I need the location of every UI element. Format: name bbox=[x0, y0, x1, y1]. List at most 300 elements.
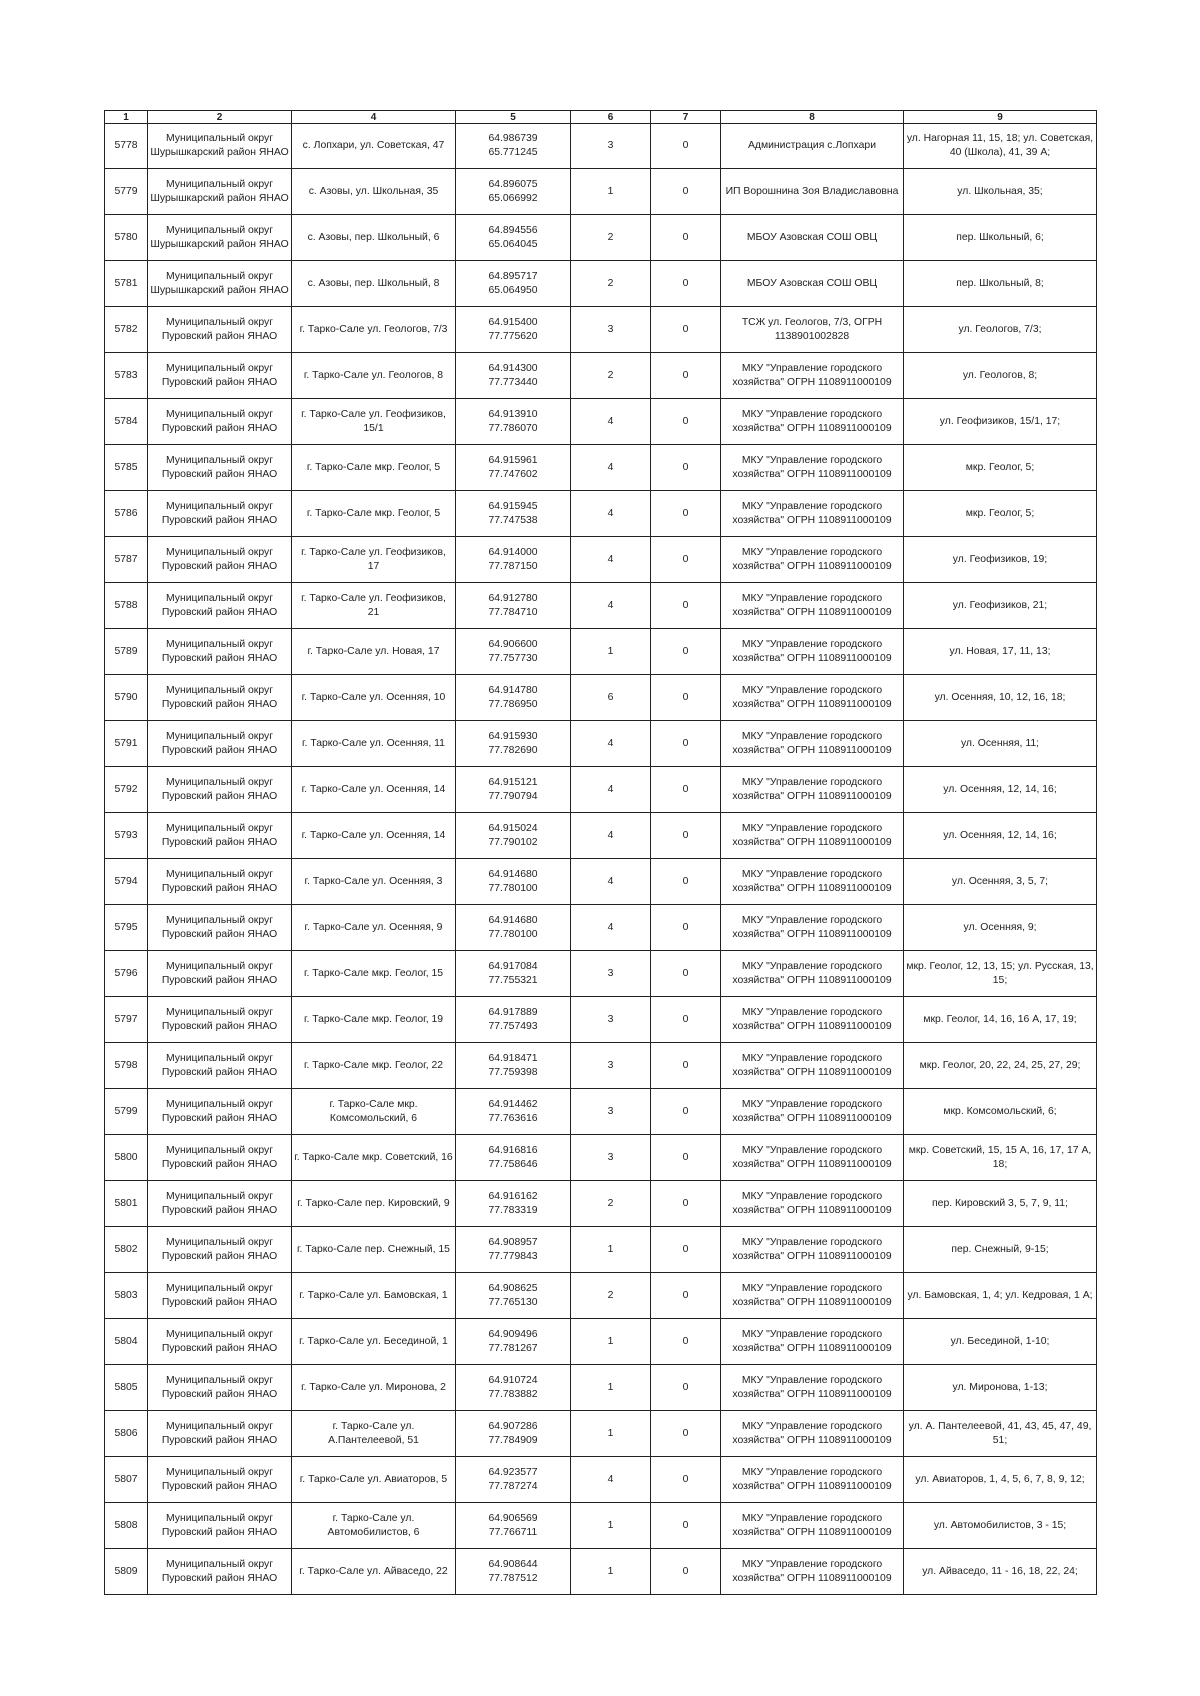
column-7-cell: 0 bbox=[651, 583, 721, 629]
coordinates-cell bbox=[456, 537, 571, 583]
coordinates-cell bbox=[456, 399, 571, 445]
longitude-value: 77.780100 bbox=[488, 928, 538, 940]
latitude-value: 64.913910 bbox=[488, 408, 538, 420]
column-6-cell: 4 bbox=[571, 445, 651, 491]
column-6-cell: 1 bbox=[571, 1503, 651, 1549]
owner-cell: МКУ "Управление городского хозяйства" ОГРН 1108911000109 bbox=[721, 859, 904, 905]
table-row bbox=[105, 1273, 1097, 1319]
district-cell: Муниципальный округ Пуровский район ЯНАО bbox=[148, 1043, 292, 1089]
owner-cell: МКУ "Управление городского хозяйства" ОГРН 1108911000109 bbox=[721, 537, 904, 583]
row-number-cell: 5780 bbox=[105, 215, 148, 261]
owner-cell: МКУ "Управление городского хозяйства" ОГРН 1108911000109 bbox=[721, 905, 904, 951]
district-cell: Муниципальный округ Пуровский район ЯНАО bbox=[148, 1181, 292, 1227]
row-number-cell: 5790 bbox=[105, 675, 148, 721]
address-cell: г. Тарко-Сале ул. Геофизиков, 21 bbox=[292, 583, 456, 629]
table-row bbox=[105, 1503, 1097, 1549]
coordinates-cell bbox=[456, 1549, 571, 1595]
table-row bbox=[105, 951, 1097, 997]
table-row bbox=[105, 1181, 1097, 1227]
address-cell: г. Тарко-Сале ул. Геофизиков, 17 bbox=[292, 537, 456, 583]
column-7-cell: 0 bbox=[651, 1411, 721, 1457]
served-addresses-cell: ул. А. Пантелеевой, 41, 43, 45, 47, 49, 51; bbox=[904, 1411, 1097, 1457]
column-7-cell: 0 bbox=[651, 1135, 721, 1181]
registry-table bbox=[104, 110, 1097, 1595]
row-number-cell: 5792 bbox=[105, 767, 148, 813]
owner-cell: МКУ "Управление городского хозяйства" ОГРН 1108911000109 bbox=[721, 1227, 904, 1273]
address-cell: г. Тарко-Сале ул. Бамовская, 1 bbox=[292, 1273, 456, 1319]
column-6-cell: 4 bbox=[571, 859, 651, 905]
row-number-cell: 5799 bbox=[105, 1089, 148, 1135]
table-row bbox=[105, 1089, 1097, 1135]
column-6-cell: 1 bbox=[571, 169, 651, 215]
owner-cell: МКУ "Управление городского хозяйства" ОГРН 1108911000109 bbox=[721, 951, 904, 997]
column-7-cell: 0 bbox=[651, 445, 721, 491]
col-header-1: 1 bbox=[105, 111, 148, 124]
latitude-value: 64.916162 bbox=[488, 1190, 538, 1202]
district-cell: Муниципальный округ Пуровский район ЯНАО bbox=[148, 1227, 292, 1273]
column-6-cell: 2 bbox=[571, 1273, 651, 1319]
longitude-value: 77.759398 bbox=[488, 1066, 538, 1078]
column-6-cell: 1 bbox=[571, 1227, 651, 1273]
owner-cell: ТСЖ ул. Геологов, 7/3, ОГРН 1138901002828 bbox=[721, 307, 904, 353]
owner-cell: МКУ "Управление городского хозяйства" ОГРН 1108911000109 bbox=[721, 1365, 904, 1411]
longitude-value: 77.755321 bbox=[488, 974, 538, 986]
district-cell: Муниципальный округ Шурышкарский район ЯНАО bbox=[148, 215, 292, 261]
longitude-value: 77.747602 bbox=[488, 468, 538, 480]
table-row bbox=[105, 997, 1097, 1043]
served-addresses-cell: ул. Осенняя, 12, 14, 16; bbox=[904, 813, 1097, 859]
district-cell: Муниципальный округ Шурышкарский район ЯНАО bbox=[148, 169, 292, 215]
table-row bbox=[105, 445, 1097, 491]
served-addresses-cell: ул. Осенняя, 9; bbox=[904, 905, 1097, 951]
table-row bbox=[105, 859, 1097, 905]
column-6-cell: 1 bbox=[571, 1319, 651, 1365]
owner-cell: МКУ "Управление городского хозяйства" ОГРН 1108911000109 bbox=[721, 721, 904, 767]
col-header-2: 2 bbox=[148, 111, 292, 124]
column-6-cell: 3 bbox=[571, 951, 651, 997]
district-cell: Муниципальный округ Пуровский район ЯНАО bbox=[148, 399, 292, 445]
served-addresses-cell: ул. Бамовская, 1, 4; ул. Кедровая, 1 А; bbox=[904, 1273, 1097, 1319]
district-cell: Муниципальный округ Пуровский район ЯНАО bbox=[148, 307, 292, 353]
owner-cell: МКУ "Управление городского хозяйства" ОГРН 1108911000109 bbox=[721, 813, 904, 859]
table-row bbox=[105, 491, 1097, 537]
address-cell: г. Тарко-Сале ул. Геологов, 7/3 bbox=[292, 307, 456, 353]
address-cell: г. Тарко-Сале ул. Осенняя, 3 bbox=[292, 859, 456, 905]
owner-cell: МКУ "Управление городского хозяйства" ОГРН 1108911000109 bbox=[721, 1549, 904, 1595]
district-cell: Муниципальный округ Пуровский район ЯНАО bbox=[148, 1503, 292, 1549]
served-addresses-cell: ул. Осенняя, 11; bbox=[904, 721, 1097, 767]
longitude-value: 77.758646 bbox=[488, 1158, 538, 1170]
district-cell: Муниципальный округ Пуровский район ЯНАО bbox=[148, 721, 292, 767]
address-cell: г. Тарко-Сале мкр. Советский, 16 bbox=[292, 1135, 456, 1181]
table-row bbox=[105, 124, 1097, 169]
latitude-value: 64.910724 bbox=[488, 1374, 538, 1386]
table-row bbox=[105, 353, 1097, 399]
latitude-value: 64.915945 bbox=[488, 500, 538, 512]
district-cell: Муниципальный округ Пуровский район ЯНАО bbox=[148, 537, 292, 583]
owner-cell: МКУ "Управление городского хозяйства" ОГРН 1108911000109 bbox=[721, 767, 904, 813]
table-row bbox=[105, 813, 1097, 859]
address-cell: г. Тарко-Сале пер. Кировский, 9 bbox=[292, 1181, 456, 1227]
owner-cell: МКУ "Управление городского хозяйства" ОГРН 1108911000109 bbox=[721, 583, 904, 629]
row-number-cell: 5793 bbox=[105, 813, 148, 859]
table-row bbox=[105, 307, 1097, 353]
coordinates-cell bbox=[456, 1043, 571, 1089]
coordinates-cell bbox=[456, 721, 571, 767]
longitude-value: 77.763616 bbox=[488, 1112, 538, 1124]
row-number-cell: 5781 bbox=[105, 261, 148, 307]
district-cell: Муниципальный округ Пуровский район ЯНАО bbox=[148, 1457, 292, 1503]
latitude-value: 64.914780 bbox=[488, 684, 538, 696]
district-cell: Муниципальный округ Пуровский район ЯНАО bbox=[148, 1089, 292, 1135]
address-cell: г. Тарко-Сале ул. А.Пантелеевой, 51 bbox=[292, 1411, 456, 1457]
longitude-value: 77.783882 bbox=[488, 1388, 538, 1400]
row-number-cell: 5808 bbox=[105, 1503, 148, 1549]
address-cell: г. Тарко-Сале ул. Осенняя, 14 bbox=[292, 813, 456, 859]
district-cell: Муниципальный округ Пуровский район ЯНАО bbox=[148, 629, 292, 675]
latitude-value: 64.914462 bbox=[488, 1098, 538, 1110]
column-7-cell: 0 bbox=[651, 1043, 721, 1089]
row-number-cell: 5800 bbox=[105, 1135, 148, 1181]
row-number-cell: 5795 bbox=[105, 905, 148, 951]
row-number-cell: 5787 bbox=[105, 537, 148, 583]
row-number-cell: 5804 bbox=[105, 1319, 148, 1365]
column-7-cell: 0 bbox=[651, 1457, 721, 1503]
served-addresses-cell: ул. Автомобилистов, 3 - 15; bbox=[904, 1503, 1097, 1549]
coordinates-cell bbox=[456, 1227, 571, 1273]
latitude-value: 64.915024 bbox=[488, 822, 538, 834]
column-6-cell: 4 bbox=[571, 905, 651, 951]
served-addresses-cell: мкр. Геолог, 5; bbox=[904, 491, 1097, 537]
column-6-cell: 3 bbox=[571, 1135, 651, 1181]
address-cell: г. Тарко-Сале ул. Айваседо, 22 bbox=[292, 1549, 456, 1595]
row-number-cell: 5783 bbox=[105, 353, 148, 399]
coordinates-cell bbox=[456, 859, 571, 905]
served-addresses-cell: ул. Геофизиков, 15/1, 17; bbox=[904, 399, 1097, 445]
latitude-value: 64.895717 bbox=[488, 270, 538, 282]
coordinates-cell bbox=[456, 1457, 571, 1503]
address-cell: с. Лопхари, ул. Советская, 47 bbox=[292, 124, 456, 169]
table-body bbox=[105, 124, 1097, 1595]
longitude-value: 77.784909 bbox=[488, 1434, 538, 1446]
column-7-cell: 0 bbox=[651, 491, 721, 537]
row-number-cell: 5784 bbox=[105, 399, 148, 445]
table-row bbox=[105, 1135, 1097, 1181]
column-6-cell: 4 bbox=[571, 491, 651, 537]
address-cell: г. Тарко-Сале мкр. Геолог, 15 bbox=[292, 951, 456, 997]
col-header-4: 4 bbox=[292, 111, 456, 124]
row-number-cell: 5796 bbox=[105, 951, 148, 997]
column-6-cell: 1 bbox=[571, 629, 651, 675]
address-cell: г. Тарко-Сале ул. Осенняя, 14 bbox=[292, 767, 456, 813]
longitude-value: 77.790102 bbox=[488, 836, 538, 848]
address-cell: г. Тарко-Сале ул. Геологов, 8 bbox=[292, 353, 456, 399]
longitude-value: 77.786950 bbox=[488, 698, 538, 710]
coordinates-cell bbox=[456, 169, 571, 215]
column-6-cell: 3 bbox=[571, 1043, 651, 1089]
served-addresses-cell: ул. Геологов, 7/3; bbox=[904, 307, 1097, 353]
district-cell: Муниципальный округ Пуровский район ЯНАО bbox=[148, 1411, 292, 1457]
served-addresses-cell: ул. Осенняя, 10, 12, 16, 18; bbox=[904, 675, 1097, 721]
district-cell: Муниципальный округ Пуровский район ЯНАО bbox=[148, 1319, 292, 1365]
owner-cell: МБОУ Азовская СОШ ОВЦ bbox=[721, 261, 904, 307]
column-7-cell: 0 bbox=[651, 951, 721, 997]
table-row bbox=[105, 399, 1097, 445]
district-cell: Муниципальный округ Пуровский район ЯНАО bbox=[148, 1135, 292, 1181]
latitude-value: 64.915961 bbox=[488, 454, 538, 466]
column-6-cell: 4 bbox=[571, 537, 651, 583]
column-7-cell: 0 bbox=[651, 124, 721, 169]
column-6-cell: 4 bbox=[571, 583, 651, 629]
owner-cell: МКУ "Управление городского хозяйства" ОГРН 1108911000109 bbox=[721, 1503, 904, 1549]
coordinates-cell bbox=[456, 1411, 571, 1457]
served-addresses-cell: ул. Миронова, 1-13; bbox=[904, 1365, 1097, 1411]
table-row bbox=[105, 583, 1097, 629]
owner-cell: ИП Ворошнина Зоя Владиславовна bbox=[721, 169, 904, 215]
longitude-value: 77.773440 bbox=[488, 376, 538, 388]
column-6-cell: 3 bbox=[571, 1089, 651, 1135]
row-number-cell: 5801 bbox=[105, 1181, 148, 1227]
owner-cell: МКУ "Управление городского хозяйства" ОГРН 1108911000109 bbox=[721, 491, 904, 537]
latitude-value: 64.914680 bbox=[488, 914, 538, 926]
served-addresses-cell: ул. Новая, 17, 11, 13; bbox=[904, 629, 1097, 675]
coordinates-cell bbox=[456, 1503, 571, 1549]
coordinates-cell bbox=[456, 1273, 571, 1319]
owner-cell: МКУ "Управление городского хозяйства" ОГРН 1108911000109 bbox=[721, 1181, 904, 1227]
latitude-value: 64.896075 bbox=[488, 178, 538, 190]
column-7-cell: 0 bbox=[651, 675, 721, 721]
longitude-value: 77.765130 bbox=[488, 1296, 538, 1308]
longitude-value: 77.783319 bbox=[488, 1204, 538, 1216]
address-cell: г. Тарко-Сале ул. Миронова, 2 bbox=[292, 1365, 456, 1411]
served-addresses-cell: мкр. Геолог, 5; bbox=[904, 445, 1097, 491]
column-6-cell: 2 bbox=[571, 1181, 651, 1227]
coordinates-cell bbox=[456, 813, 571, 859]
district-cell: Муниципальный округ Пуровский район ЯНАО bbox=[148, 583, 292, 629]
address-cell: г. Тарко-Сале ул. Осенняя, 9 bbox=[292, 905, 456, 951]
column-7-cell: 0 bbox=[651, 353, 721, 399]
coordinates-cell bbox=[456, 353, 571, 399]
latitude-value: 64.923577 bbox=[488, 1466, 538, 1478]
row-number-cell: 5806 bbox=[105, 1411, 148, 1457]
latitude-value: 64.908644 bbox=[488, 1558, 538, 1570]
longitude-value: 77.784710 bbox=[488, 606, 538, 618]
table-row bbox=[105, 675, 1097, 721]
latitude-value: 64.914000 bbox=[488, 546, 538, 558]
owner-cell: МКУ "Управление городского хозяйства" ОГРН 1108911000109 bbox=[721, 997, 904, 1043]
table-row bbox=[105, 1457, 1097, 1503]
address-cell: с. Азовы, пер. Школьный, 8 bbox=[292, 261, 456, 307]
column-7-cell: 0 bbox=[651, 1089, 721, 1135]
table-row bbox=[105, 721, 1097, 767]
coordinates-cell bbox=[456, 491, 571, 537]
row-number-cell: 5809 bbox=[105, 1549, 148, 1595]
district-cell: Муниципальный округ Пуровский район ЯНАО bbox=[148, 813, 292, 859]
district-cell: Муниципальный округ Пуровский район ЯНАО bbox=[148, 767, 292, 813]
coordinates-cell bbox=[456, 1365, 571, 1411]
served-addresses-cell: мкр. Геолог, 20, 22, 24, 25, 27, 29; bbox=[904, 1043, 1097, 1089]
column-6-cell: 4 bbox=[571, 721, 651, 767]
table-row bbox=[105, 905, 1097, 951]
latitude-value: 64.906600 bbox=[488, 638, 538, 650]
column-7-cell: 0 bbox=[651, 767, 721, 813]
district-cell: Муниципальный округ Пуровский район ЯНАО bbox=[148, 859, 292, 905]
row-number-cell: 5791 bbox=[105, 721, 148, 767]
district-cell: Муниципальный округ Пуровский район ЯНАО bbox=[148, 353, 292, 399]
column-7-cell: 0 bbox=[651, 1273, 721, 1319]
column-7-cell: 0 bbox=[651, 307, 721, 353]
served-addresses-cell: пер. Школьный, 6; bbox=[904, 215, 1097, 261]
longitude-value: 77.757493 bbox=[488, 1020, 538, 1032]
owner-cell: МКУ "Управление городского хозяйства" ОГРН 1108911000109 bbox=[721, 399, 904, 445]
served-addresses-cell: ул. Геологов, 8; bbox=[904, 353, 1097, 399]
latitude-value: 64.907286 bbox=[488, 1420, 538, 1432]
col-header-9: 9 bbox=[904, 111, 1097, 124]
table-row bbox=[105, 1043, 1097, 1089]
address-cell: с. Азовы, пер. Школьный, 6 bbox=[292, 215, 456, 261]
column-6-cell: 3 bbox=[571, 997, 651, 1043]
column-6-cell: 4 bbox=[571, 767, 651, 813]
coordinates-cell bbox=[456, 124, 571, 169]
served-addresses-cell: пер. Снежный, 9-15; bbox=[904, 1227, 1097, 1273]
latitude-value: 64.986739 bbox=[488, 133, 538, 144]
address-cell: г. Тарко-Сале ул. Геофизиков, 15/1 bbox=[292, 399, 456, 445]
header-row bbox=[105, 111, 1097, 124]
column-7-cell: 0 bbox=[651, 1365, 721, 1411]
row-number-cell: 5794 bbox=[105, 859, 148, 905]
column-6-cell: 3 bbox=[571, 307, 651, 353]
latitude-value: 64.894556 bbox=[488, 224, 538, 236]
coordinates-cell bbox=[456, 215, 571, 261]
table-row bbox=[105, 1411, 1097, 1457]
table-row bbox=[105, 261, 1097, 307]
column-6-cell: 2 bbox=[571, 353, 651, 399]
column-6-cell: 1 bbox=[571, 1411, 651, 1457]
latitude-value: 64.914300 bbox=[488, 362, 538, 374]
column-7-cell: 0 bbox=[651, 261, 721, 307]
owner-cell: МКУ "Управление городского хозяйства" ОГРН 1108911000109 bbox=[721, 1043, 904, 1089]
coordinates-cell bbox=[456, 445, 571, 491]
table-row bbox=[105, 215, 1097, 261]
column-6-cell: 1 bbox=[571, 1549, 651, 1595]
served-addresses-cell: ул. Осенняя, 12, 14, 16; bbox=[904, 767, 1097, 813]
coordinates-cell bbox=[456, 997, 571, 1043]
longitude-value: 77.766711 bbox=[488, 1526, 538, 1538]
column-7-cell: 0 bbox=[651, 1227, 721, 1273]
district-cell: Муниципальный округ Пуровский район ЯНАО bbox=[148, 905, 292, 951]
address-cell: г. Тарко-Сале ул. Авиаторов, 5 bbox=[292, 1457, 456, 1503]
district-cell: Муниципальный округ Пуровский район ЯНАО bbox=[148, 1549, 292, 1595]
owner-cell: Администрация с.Лопхари bbox=[721, 124, 904, 169]
served-addresses-cell: ул. Геофизиков, 19; bbox=[904, 537, 1097, 583]
served-addresses-cell: ул. Школьная, 35; bbox=[904, 169, 1097, 215]
latitude-value: 64.915121 bbox=[488, 776, 538, 788]
table-row bbox=[105, 537, 1097, 583]
col-header-7: 7 bbox=[651, 111, 721, 124]
coordinates-cell bbox=[456, 905, 571, 951]
row-number-cell: 5797 bbox=[105, 997, 148, 1043]
table-row bbox=[105, 1365, 1097, 1411]
coordinates-cell bbox=[456, 767, 571, 813]
district-cell: Муниципальный округ Пуровский район ЯНАО bbox=[148, 675, 292, 721]
address-cell: г. Тарко-Сале мкр. Геолог, 19 bbox=[292, 997, 456, 1043]
latitude-value: 64.917889 bbox=[488, 1006, 538, 1018]
longitude-value: 77.787274 bbox=[488, 1480, 538, 1492]
served-addresses-cell: мкр. Геолог, 14, 16, 16 А, 17, 19; bbox=[904, 997, 1097, 1043]
latitude-value: 64.918471 bbox=[488, 1052, 538, 1064]
served-addresses-cell: ул. Нагорная 11, 15, 18; ул. Советская, 40 (Школа), 41, 39 А; bbox=[904, 124, 1097, 169]
coordinates-cell bbox=[456, 629, 571, 675]
latitude-value: 64.909496 bbox=[488, 1328, 538, 1340]
district-cell: Муниципальный округ Пуровский район ЯНАО bbox=[148, 445, 292, 491]
coordinates-cell bbox=[456, 261, 571, 307]
district-cell: Муниципальный округ Пуровский район ЯНАО bbox=[148, 491, 292, 537]
column-7-cell: 0 bbox=[651, 721, 721, 767]
address-cell: г. Тарко-Сале ул. Автомобилистов, 6 bbox=[292, 1503, 456, 1549]
column-7-cell: 0 bbox=[651, 215, 721, 261]
address-cell: г. Тарко-Сале ул. Осенняя, 11 bbox=[292, 721, 456, 767]
column-6-cell: 2 bbox=[571, 261, 651, 307]
served-addresses-cell: ул. Бесединой, 1-10; bbox=[904, 1319, 1097, 1365]
column-7-cell: 0 bbox=[651, 813, 721, 859]
col-header-6: 6 bbox=[571, 111, 651, 124]
row-number-cell: 5782 bbox=[105, 307, 148, 353]
served-addresses-cell: мкр. Геолог, 12, 13, 15; ул. Русская, 13, 15; bbox=[904, 951, 1097, 997]
table-row bbox=[105, 1319, 1097, 1365]
served-addresses-cell: ул. Айваседо, 11 - 16, 18, 22, 24; bbox=[904, 1549, 1097, 1595]
column-6-cell: 6 bbox=[571, 675, 651, 721]
column-7-cell: 0 bbox=[651, 399, 721, 445]
district-cell: Муниципальный округ Шурышкарский район ЯНАО bbox=[148, 261, 292, 307]
owner-cell: МКУ "Управление городского хозяйства" ОГРН 1108911000109 bbox=[721, 1089, 904, 1135]
address-cell: г. Тарко-Сале мкр. Комсомольский, 6 bbox=[292, 1089, 456, 1135]
served-addresses-cell: пер. Школьный, 8; bbox=[904, 261, 1097, 307]
column-7-cell: 0 bbox=[651, 1181, 721, 1227]
longitude-value: 77.779843 bbox=[488, 1250, 538, 1262]
column-7-cell: 0 bbox=[651, 537, 721, 583]
latitude-value: 64.915930 bbox=[488, 730, 538, 742]
coordinates-cell bbox=[456, 1089, 571, 1135]
column-6-cell: 2 bbox=[571, 215, 651, 261]
column-6-cell: 1 bbox=[571, 1365, 651, 1411]
table-row bbox=[105, 1549, 1097, 1595]
row-number-cell: 5802 bbox=[105, 1227, 148, 1273]
district-cell: Муниципальный округ Пуровский район ЯНАО bbox=[148, 1273, 292, 1319]
longitude-value: 77.786070 bbox=[488, 422, 538, 434]
longitude-value: 77.787512 bbox=[488, 1572, 538, 1584]
column-7-cell: 0 bbox=[651, 997, 721, 1043]
longitude-value: 77.780100 bbox=[488, 882, 538, 894]
latitude-value: 64.906569 bbox=[488, 1512, 538, 1524]
address-cell: г. Тарко-Сале ул. Осенняя, 10 bbox=[292, 675, 456, 721]
owner-cell: МКУ "Управление городского хозяйства" ОГРН 1108911000109 bbox=[721, 1135, 904, 1181]
coordinates-cell bbox=[456, 1181, 571, 1227]
address-cell: г. Тарко-Сале пер. Снежный, 15 bbox=[292, 1227, 456, 1273]
address-cell: г. Тарко-Сале мкр. Геолог, 5 bbox=[292, 445, 456, 491]
column-7-cell: 0 bbox=[651, 905, 721, 951]
row-number-cell: 5798 bbox=[105, 1043, 148, 1089]
address-cell: с. Азовы, ул. Школьная, 35 bbox=[292, 169, 456, 215]
address-cell: г. Тарко-Сале ул. Бесединой, 1 bbox=[292, 1319, 456, 1365]
column-6-cell: 4 bbox=[571, 399, 651, 445]
longitude-value: 77.757730 bbox=[488, 652, 538, 664]
latitude-value: 64.916816 bbox=[488, 1144, 538, 1156]
row-number-cell: 5779 bbox=[105, 169, 148, 215]
served-addresses-cell: ул. Геофизиков, 21; bbox=[904, 583, 1097, 629]
table-row bbox=[105, 767, 1097, 813]
longitude-value: 77.781267 bbox=[488, 1342, 538, 1354]
col-header-5: 5 bbox=[456, 111, 571, 124]
